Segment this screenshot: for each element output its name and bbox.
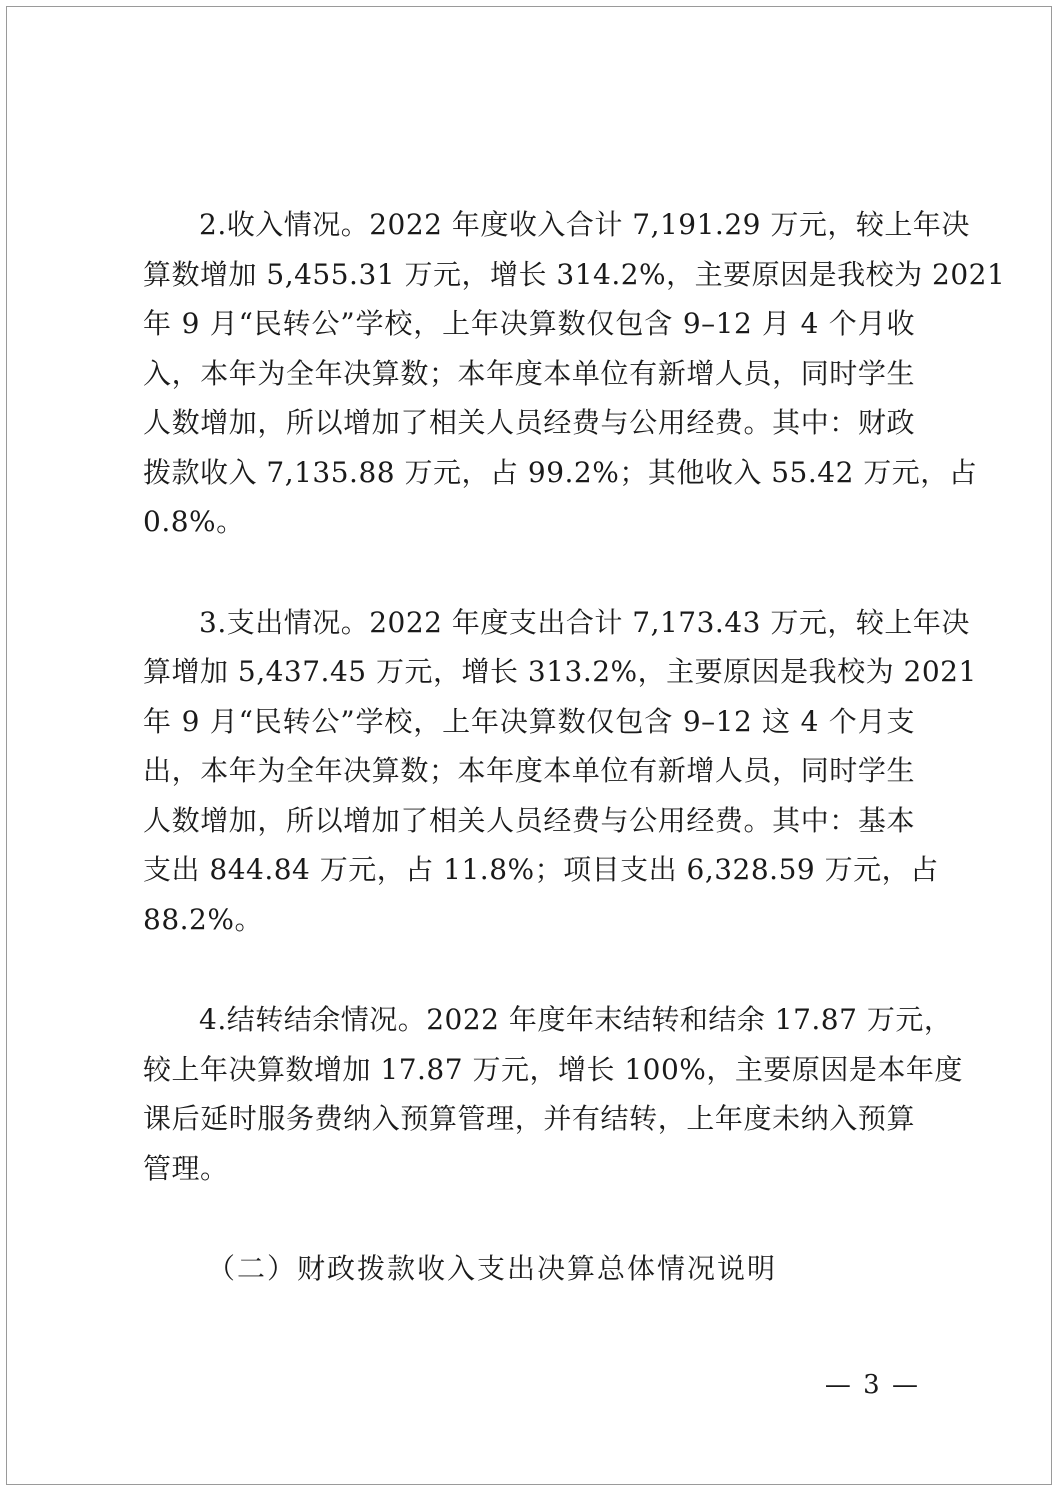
text-line: 年 9 月“民转公”学校，上年决算数仅包含 9–12 月 4 个月收 [143, 307, 915, 340]
paragraph-expenditure [143, 598, 977, 945]
paragraph-carryover [143, 995, 963, 1193]
text-line: 4.结转结余情况。2022 年度年末结转和结余 17.87 万元， [199, 1003, 953, 1036]
text-line: 人数增加，所以增加了相关人员经费与公用经费。其中：基本 [143, 803, 915, 837]
text-line: 年 9 月“民转公”学校，上年决算数仅包含 9–12 这 4 个月支 [143, 704, 915, 738]
text-line: 拨款收入 7,135.88 万元，占 99.2%；其他收入 55.42 万元，占 [143, 455, 978, 489]
text-line: 3.支出情况。2022 年度支出合计 7,173.43 万元，较上年决 [199, 605, 970, 639]
text-line: 课后延时服务费纳入预算管理，并有结转，上年度未纳入预算 [143, 1102, 915, 1135]
text-line: 算增加 5,437.45 万元，增长 313.2%，主要原因是我校为 2021 [143, 655, 977, 688]
text-line: 算数增加 5,455.31 万元，增长 314.2%，主要原因是我校为 2021 [143, 257, 1006, 291]
text-line: 人数增加，所以增加了相关人员经费与公用经费。其中：财政 [143, 406, 915, 439]
text-line: 较上年决算数增加 17.87 万元，增长 100%，主要原因是本年度 [143, 1052, 963, 1086]
paragraph-income [143, 200, 1006, 547]
document-body [143, 200, 1006, 1294]
text-line: 88.2%。 [143, 902, 263, 936]
text-line: 入，本年为全年决算数；本年度本单位有新增人员，同时学生 [143, 356, 915, 390]
text-line: 管理。 [143, 1151, 229, 1185]
text-line: 0.8%。 [143, 505, 245, 538]
text-line: 2.收入情况。2022 年度收入合计 7,191.29 万元，较上年决 [199, 208, 970, 241]
section-heading: （二）财政拨款收入支出决算总体情况说明 [207, 1252, 778, 1285]
text-line: 支出 844.84 万元，占 11.8%；项目支出 6,328.59 万元，占 [143, 853, 939, 886]
page-number: — 3 — [824, 1370, 920, 1400]
text-line: 出，本年为全年决算数；本年度本单位有新增人员，同时学生 [143, 754, 915, 787]
